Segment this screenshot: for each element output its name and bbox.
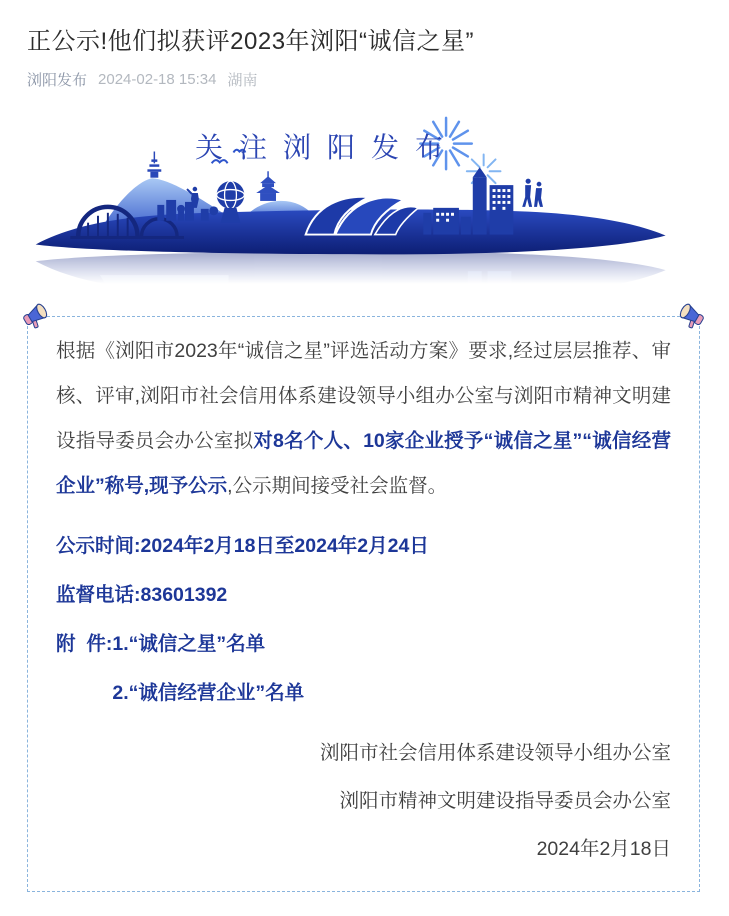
signature-date: 2024年2月18日 [536, 838, 671, 860]
notice-box [27, 316, 700, 892]
supervision-phone-line [56, 583, 671, 607]
publicity-period-label: 公示时间: [56, 535, 141, 557]
notice-paragraph [56, 329, 671, 509]
pagoda-icon [147, 151, 161, 177]
city-buildings [423, 167, 513, 234]
publish-time: 2024-02-18 15:34 [98, 71, 217, 88]
attachment-item: 2.“诚信经营企业”名单 [112, 682, 305, 704]
supervision-phone-value: 83601392 [140, 584, 228, 606]
temple-icon [256, 171, 280, 201]
signature-block [56, 741, 671, 861]
paragraph-emphasis: 对8名个人、10家企业授予“诚信之星”“诚信经营企业”称号,现予公示 [56, 430, 671, 497]
byline [27, 69, 700, 90]
banner-image [27, 106, 700, 284]
publicity-period-value: 2024年2月18日至2024年2月24日 [140, 535, 429, 557]
attachment-block [56, 632, 671, 705]
megaphone-icon [677, 301, 707, 333]
paragraph-lead: 根据《浏阳市2023年“诚信之星”评选活动方案》要求,经过层层推荐、审核、评审,浏阳市社会信用体系建设领导小组办公室与浏阳市精神文明建设指导委员会办公室拟 [56, 340, 671, 452]
megaphone-icon [20, 301, 50, 333]
supervision-phone-label: 监督电话: [56, 584, 141, 606]
paragraph-tail: ,公示期间接受社会监督。 [227, 475, 448, 497]
attachment-label: 附 件: [56, 633, 113, 655]
account-name[interactable]: 浏阳发布 [27, 72, 88, 89]
publish-location: 湖南 [227, 72, 258, 89]
attachment-item: 1.“诚信之星”名单 [112, 633, 266, 655]
signature-office: 浏阳市社会信用体系建设领导小组办公室 [319, 742, 671, 764]
banner-caption: 关注浏阳发布 [195, 132, 460, 163]
article-title: 正公示!他们拟获评2023年浏阳“诚信之星” [27, 28, 475, 55]
signature-office: 浏阳市精神文明建设指导委员会办公室 [339, 790, 671, 812]
publicity-period-line [56, 534, 671, 558]
people-icon [522, 179, 543, 207]
